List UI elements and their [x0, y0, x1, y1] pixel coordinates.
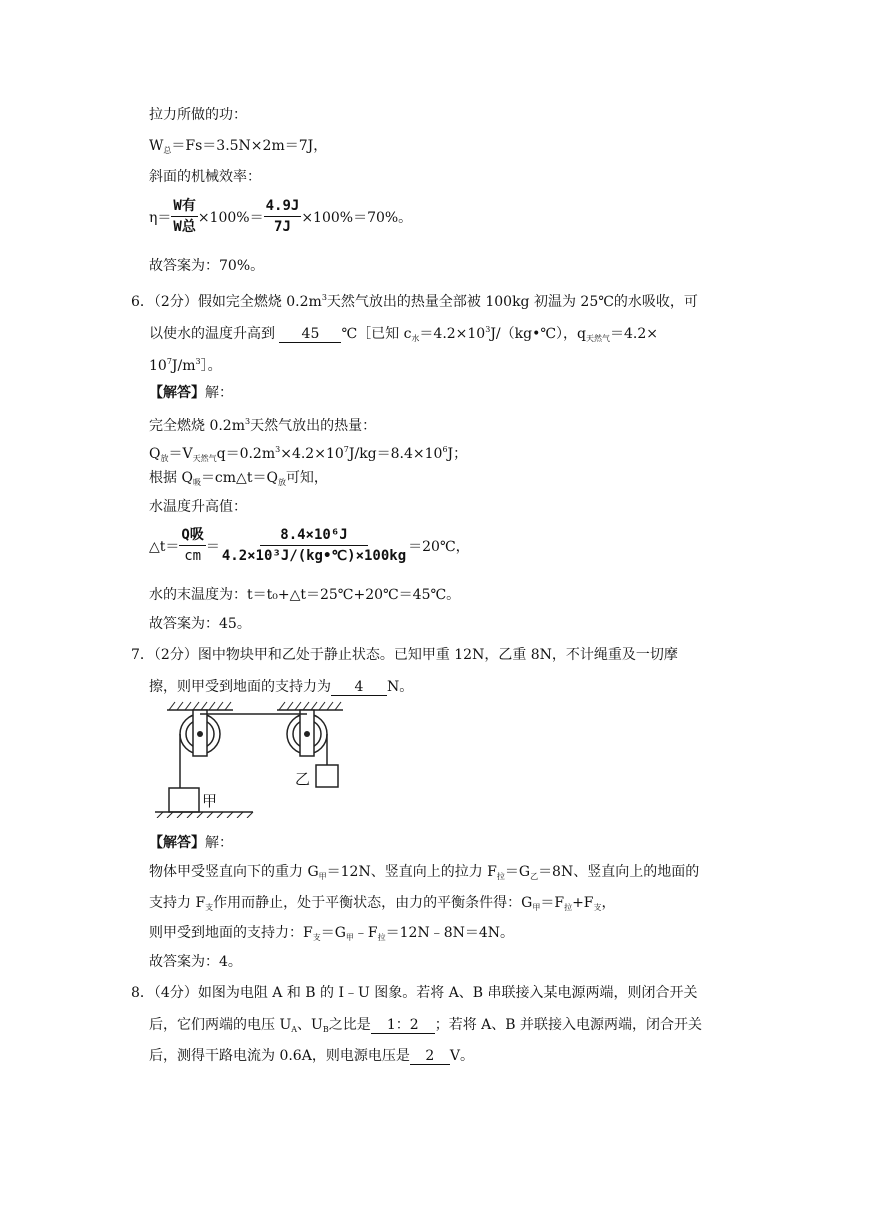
t: 支: [593, 903, 602, 912]
t: 3: [485, 325, 491, 334]
t: 7: [343, 445, 349, 454]
t: 吸: [192, 478, 201, 487]
t: 放: [277, 478, 286, 487]
t: ＝8N、竖直向上的地面的: [538, 864, 700, 880]
question-6-line-3: [149, 352, 222, 376]
t: q＝0.2m: [216, 446, 276, 462]
t: 拉: [496, 872, 505, 881]
t: ＝G: [320, 925, 346, 941]
t: W: [149, 138, 164, 154]
t: 支: [205, 903, 214, 912]
t: 3: [321, 293, 327, 302]
fraction: [220, 525, 408, 566]
efficiency-formula: [149, 196, 412, 237]
t: 擦，则甲受到地面的支持力为: [149, 679, 331, 695]
numerator: 4.9J: [264, 196, 302, 217]
question-6-line-1: [131, 288, 698, 312]
t: 6．（2分）假如完全燃烧 0.2m: [131, 294, 322, 310]
t: ＝: [205, 538, 220, 555]
solution-header: [149, 833, 233, 853]
t: J；: [447, 446, 468, 462]
t: 【解答】: [149, 385, 205, 401]
text-line: [149, 923, 514, 948]
text-line: [149, 412, 376, 436]
question-6-line-2: [149, 320, 658, 349]
t: 之比是: [328, 1017, 371, 1033]
answer-blank: 4: [331, 679, 387, 696]
t: ；若将 A、B 并联接入电源两端，闭合开关: [434, 1017, 703, 1033]
t: 后，测得干路电流为 0.6A，则电源电压是: [149, 1048, 410, 1064]
t: ＝cm△t＝Q: [200, 470, 278, 486]
t: 支: [312, 933, 321, 942]
question-8-line-1: 8．（4分）如图为电阻 A 和 B 的 I﹣U 图象。若将 A、B 串联接入某电源两端，则闭合开关: [131, 985, 698, 1001]
t: 天然气: [585, 334, 610, 343]
t: 6: [442, 445, 448, 454]
t: ×4.2×10: [280, 446, 344, 462]
t: 10: [149, 358, 167, 374]
t: 后，它们两端的电压 U: [149, 1017, 292, 1033]
t: +F: [572, 895, 594, 911]
t: J/（kg•℃），q: [490, 326, 586, 342]
t: △t＝: [149, 538, 180, 555]
solution-header: [149, 383, 233, 403]
t: 解：: [205, 385, 233, 401]
formula-line: [149, 440, 467, 469]
t: 根据 Q: [149, 470, 193, 486]
t: ℃［已知 c: [341, 326, 412, 342]
t: 天然气: [192, 454, 217, 463]
t: Q: [149, 446, 161, 462]
t: 3: [275, 445, 281, 454]
t: ＝4.2×10: [419, 326, 486, 342]
answer-line: 故答案为：4。: [149, 954, 242, 970]
text-line: 水的末温度为：t＝t₀+△t＝25℃+20℃＝45℃。: [149, 587, 461, 603]
t: 完全燃烧 0.2m: [149, 418, 245, 434]
t: 拉: [564, 903, 573, 912]
block-yi-label: 乙: [295, 770, 311, 788]
numerator: 8.4×10⁶J: [260, 525, 367, 546]
t: 物体甲受竖直向下的重力 G: [149, 864, 319, 880]
t: 可知，: [285, 470, 328, 486]
t: ＝20℃，: [408, 538, 470, 555]
denominator: cm: [184, 548, 202, 564]
t: ］。: [200, 358, 222, 374]
t: B: [322, 1025, 329, 1034]
text-line: 拉力所做的功：: [149, 107, 247, 123]
t: η＝: [149, 209, 172, 226]
text-line: 斜面的机械效率：: [149, 169, 261, 185]
t: 甲: [532, 903, 541, 912]
fraction: [179, 525, 205, 566]
t: 【解答】: [149, 835, 205, 851]
t: 天然气放出的热量全部被 100kg 初温为 25℃的水吸收，可: [326, 294, 698, 310]
t: 则甲受到地面的支持力：F: [149, 925, 313, 941]
t: ，: [601, 895, 616, 911]
t: 解：: [205, 835, 233, 851]
denominator: 4.2×10³J/(kg•℃)×100kg: [221, 548, 407, 564]
t: ＝4.2×: [609, 326, 658, 342]
t: 放: [160, 454, 169, 463]
formula-line: [149, 468, 328, 493]
text-line: 水温度升高值：: [149, 499, 247, 515]
temperature-formula: [149, 525, 470, 566]
t: V。: [449, 1048, 474, 1064]
t: 7: [166, 357, 172, 366]
t: ﹣F: [353, 925, 378, 941]
t: 3: [195, 357, 201, 366]
fraction: [264, 196, 302, 237]
t: 甲: [345, 933, 354, 942]
t: 甲: [318, 872, 327, 881]
t: ＝Fs＝3.5N×2m＝7J，: [171, 138, 328, 154]
pulley-diagram: [155, 698, 355, 818]
t: ＝12N﹣8N＝4N。: [385, 925, 515, 941]
question-8-line-2: [149, 1015, 702, 1040]
t: 乙: [530, 872, 539, 881]
t: ＝12N、竖直向上的拉力 F: [326, 864, 497, 880]
t: 天然气放出的热量：: [250, 418, 377, 434]
answer-blank: 2: [410, 1048, 450, 1065]
block-jia-label: 甲: [202, 792, 218, 810]
text-line: [149, 862, 699, 887]
t: ×100%＝70%。: [301, 209, 413, 226]
numerator: W有: [171, 196, 197, 217]
denominator: W总: [173, 219, 196, 235]
answer-blank: 45: [279, 326, 341, 343]
t: 以使水的温度升高到: [149, 326, 275, 342]
text-line: [149, 893, 616, 918]
t: 水: [411, 334, 420, 343]
t: 支持力 F: [149, 895, 206, 911]
answer-line: 故答案为：45。: [149, 616, 251, 632]
numerator: Q吸: [179, 525, 205, 546]
t: 、U: [297, 1017, 323, 1033]
formula-line: [149, 136, 327, 161]
answer-line: 故答案为：70%。: [149, 258, 265, 274]
t: N。: [387, 679, 414, 695]
t: 拉: [377, 933, 386, 942]
t: ＝V: [168, 446, 193, 462]
question-8-line-3: [149, 1046, 474, 1066]
t: 3: [245, 417, 251, 426]
answer-blank: 1：2: [371, 1017, 435, 1034]
t: A: [291, 1025, 298, 1034]
t: ×100%＝: [197, 209, 264, 226]
t: 作用而静止，处于平衡状态，由力的平衡条件得：G: [213, 895, 533, 911]
denominator: 7J: [274, 219, 291, 235]
question-7-line-1: 7．（2分）图中物块甲和乙处于静止状态。已知甲重 12N，乙重 8N，不计绳重及一切摩: [131, 647, 678, 663]
fraction: [171, 196, 197, 237]
t: J/kg＝8.4×10: [348, 446, 443, 462]
t: ＝F: [540, 895, 565, 911]
question-7-line-2: [149, 677, 413, 697]
t: 总: [163, 146, 172, 155]
t: J/m: [171, 358, 196, 374]
t: ＝G: [504, 864, 531, 880]
